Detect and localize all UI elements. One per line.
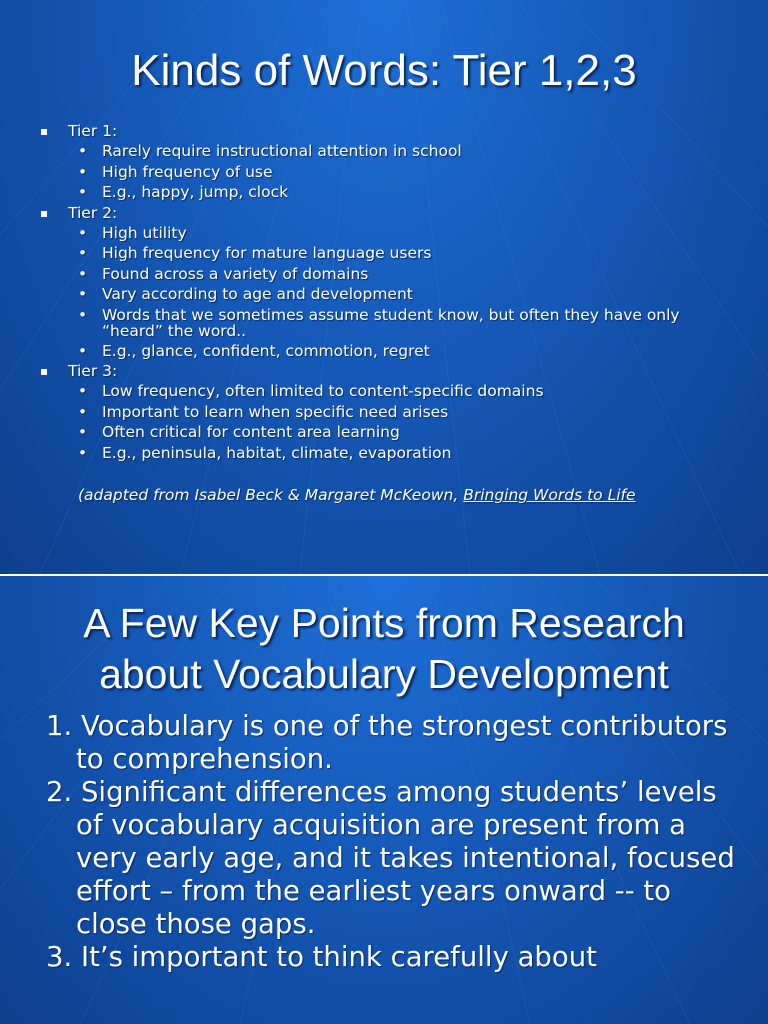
- tier-heading: [38, 121, 738, 141]
- bullet-icon: •: [78, 183, 88, 202]
- bullet-icon: •: [78, 382, 88, 401]
- list-item: 3. It’s important to think carefully about: [46, 941, 597, 973]
- tier-heading: [38, 203, 738, 223]
- slide-key-points: [0, 576, 768, 1024]
- bullet-icon: •: [78, 423, 88, 442]
- title-line: A Few Key Points from Research: [83, 600, 685, 646]
- list-item: • High utility: [78, 224, 187, 243]
- list-item: 1. Vocabulary is one of the strongest contributors to comprehension.: [46, 710, 728, 775]
- list-item: • High frequency for mature language users: [78, 244, 432, 263]
- list-item: • Rarely require instructional attention in school: [78, 142, 462, 161]
- bullet-icon: •: [78, 402, 88, 421]
- bullet-icon: •: [78, 341, 88, 360]
- square-bullet-icon: [41, 211, 47, 217]
- tier-label: Tier 3:: [68, 362, 118, 381]
- slide-title: Kinds of Words: Tier 1,2,3: [131, 46, 637, 95]
- list-item: • Found across a variety of domains: [78, 264, 369, 283]
- key-points-list: [46, 710, 746, 974]
- list-item: • Low frequency, often limited to content-specific domains: [78, 382, 544, 401]
- list-item: • E.g., glance, confident, commotion, regret: [78, 341, 430, 360]
- list-item: • Words that we sometimes assume student know, but often they have only “heard” the word..: [78, 305, 680, 340]
- bullet-icon: •: [78, 244, 88, 263]
- citation: [78, 486, 636, 504]
- list-item: • E.g., peninsula, habitat, climate, evaporation: [78, 443, 452, 462]
- bullet-icon: •: [78, 264, 88, 283]
- bullet-icon: •: [78, 443, 88, 462]
- list-item: • High frequency of use: [78, 162, 273, 181]
- tier-label: Tier 1:: [68, 122, 118, 140]
- book-title-link[interactable]: Bringing Words to Life: [463, 486, 636, 504]
- bullet-icon: •: [78, 162, 88, 181]
- bullet-icon: •: [78, 224, 88, 243]
- tier-list: [38, 121, 738, 463]
- bullet-icon: •: [78, 305, 88, 324]
- square-bullet-icon: [41, 129, 47, 135]
- tier-label: Tier 2:: [68, 203, 118, 222]
- list-item: • Often critical for content area learning: [78, 423, 400, 442]
- square-bullet-icon: [41, 369, 47, 375]
- title-line: about Vocabulary Development: [99, 651, 669, 697]
- list-item: 2. Significant differences among students’ levels of vocabulary acquisition are present from a very early age, and it takes intentional, focused effort – from the earliest years onward -- to close those gaps.: [46, 776, 735, 940]
- bullet-icon: •: [78, 285, 88, 304]
- list-item: • Vary according to age and development: [78, 285, 413, 304]
- list-item: • E.g., happy, jump, clock: [78, 183, 289, 202]
- slide-title: [0, 598, 768, 700]
- citation-text: (adapted from Isabel Beck & Margaret McKeown,: [78, 486, 464, 504]
- list-item: • Important to learn when specific need arises: [78, 402, 449, 421]
- bullet-icon: •: [78, 142, 88, 161]
- tier-heading: [38, 361, 738, 381]
